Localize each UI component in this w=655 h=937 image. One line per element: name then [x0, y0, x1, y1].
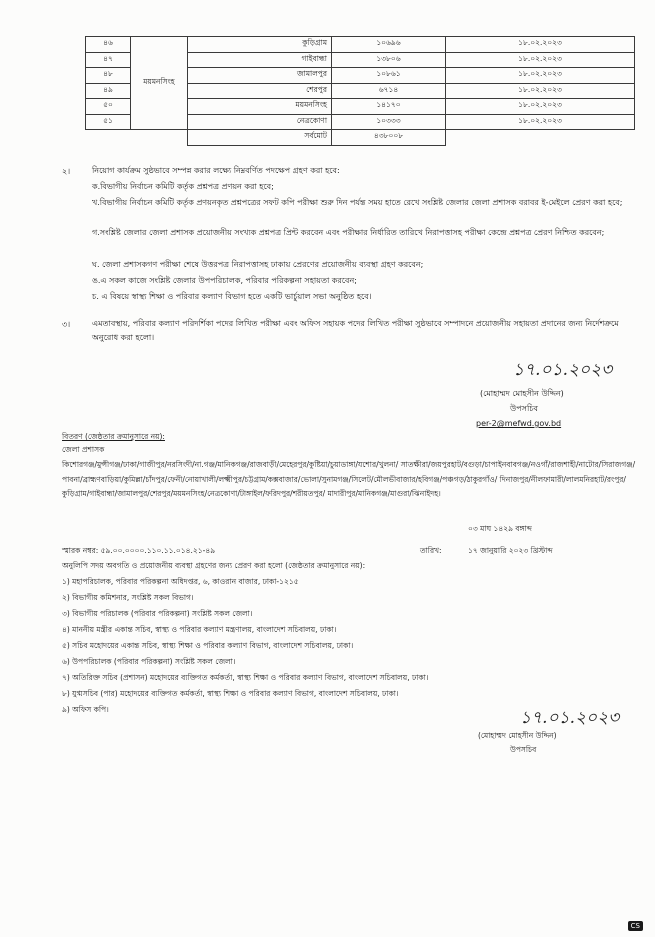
para3-text: এমতাবস্থায়, পরিবার কল্যাণ পরিদর্শিকা পদের লিখিত পরীক্ষা এবং অফিস সহায়ক পদের লিখিত পরীক্ষা সুষ্ঠভাবে সম্পাদনে প্রয়োজনীয় সহায়তা প্রদানের জন্য নির্দেশক্রমে অনুরোধ করা হলো। — [92, 319, 619, 342]
serial-cell: ৪৭ — [86, 52, 131, 68]
handwritten-signature: ১৭.০১.২০২৩ — [513, 360, 613, 380]
memo-date-english: ১৭ জানুয়ারি ২০২৩ খ্রিস্টাব্দ — [468, 546, 553, 555]
district-cell: শেরপুর — [188, 83, 332, 99]
distribution-subheading: জেলা প্রশাসক — [62, 445, 105, 454]
serial-cell: ৫১ — [86, 114, 131, 130]
district-cell: নেত্রকোণা — [188, 114, 332, 130]
handwritten-signature-2: ১৭.০১.২০২৩ — [520, 708, 620, 728]
copy-intro: অনুলিপি সদয় অবগতি ও প্রয়োজনীয় ব্যবস্থা গ্রহণের জন্য প্রেরণ করা হলো (জেষ্ঠতার ক্রমানুসারে নয়): — [62, 561, 366, 570]
para2-number: ২। — [62, 167, 71, 176]
count-cell: ৬৭১৪ — [332, 83, 446, 99]
copy-item: ৮) যুগ্মসচিব (পার) মহোদয়ের ব্যক্তিগত কর্মকর্তা, স্বাস্থ্য শিক্ষা ও পরিবার কল্যাণ বিভাগ, বাংলাদেশ সচিবালয়, ঢাকা। — [62, 689, 399, 698]
count-cell: ১০৩৩৩ — [332, 114, 446, 130]
para2-item-c: গ.সংশ্লিষ্ট জেলার জেলা প্রশাসক প্রয়োজনীয় সংখ্যক প্রশ্নপত্র প্রিন্ট করবেন এবং পরীক্ষার নির্ধারিত তারিখে নিরাপত্তাসহ পরীক্ষা কেন্দ্রে প্রশ্নপত্র প্রেরণ নিশ্চিত করবেন; — [92, 228, 605, 237]
serial-cell: ৫০ — [86, 99, 131, 115]
copy-item: ১) মহাপরিচালক, পরিবার পরিকল্পনা অধিদপ্তর, ৬, কাওরান বাজার, ঢাকা-১২১৫ — [62, 577, 299, 586]
para2-intro: নিয়োগ কার্যক্রম সুষ্ঠভাবে সম্পন্ন করার লক্ষ্যে নিম্নবর্ণিত পদক্ষেপ গ্রহণ করা হবে: — [92, 166, 340, 175]
signatory-title: উপসচিব — [510, 404, 539, 413]
signatory-email: per-2@mefwd.gov.bd — [476, 419, 562, 428]
memo-date-bangla: ০৩ মাঘ ১৪২৯ বঙ্গাব্দ — [468, 524, 532, 533]
para2-item-d: ঘ. জেলা প্রশাসকগণ পরীক্ষা শেষে উত্তরপত্র নিরাপত্তাসহ ঢাকায় প্রেরণের প্রয়োজনীয় ব্যবস্থা গ্রহণ করবেন; — [92, 260, 424, 269]
district-cell: জামালপুর — [188, 68, 332, 84]
district-cell: ময়মনসিংহ — [188, 99, 332, 115]
district-cell: কুড়িগ্রাম — [188, 37, 332, 53]
count-cell: ১০৮৬১ — [332, 68, 446, 84]
date-cell: ১৮.০২.২০২৩ — [446, 68, 635, 84]
copy-item: ৭) অতিরিক্ত সচিব (প্রশাসন) মহোদয়ের ব্যক্তিগত কর্মকর্তা, স্বাস্থ্য শিক্ষা ও পরিবার কল্যাণ বিভাগ, বাংলাদেশ সচিবালয়, ঢাকা। — [62, 673, 429, 682]
signatory-name: (মোহাম্মদ মোহসীন উদ্দিন) — [480, 389, 564, 398]
table-row — [86, 37, 635, 53]
serial-cell: ৪৯ — [86, 83, 131, 99]
date-cell: ১৮.০২.২০২৩ — [446, 52, 635, 68]
distribution-heading: বিতরণ (জেষ্ঠতার ক্রমানুসারে নয়): — [62, 432, 165, 441]
copy-item: ৯) অফিস কপি। — [62, 705, 109, 714]
copy-item: ৪) মাননীয় মন্ত্রীর একান্ত সচিব, স্বাস্থ্য ও পরিবার কল্যাণ মন্ত্রণালয়, বাংলাদেশ সচিবালয়, ঢাকা। — [62, 625, 337, 634]
date-cell: ১৮.০২.২০২৩ — [446, 114, 635, 130]
scanner-badge: CS — [628, 921, 643, 931]
serial-cell: ৪৮ — [86, 68, 131, 84]
copy-item: ৫) সচিব মহোদয়ের একান্ত সচিব, স্বাস্থ্য শিক্ষা ও পরিবার কল্যাণ বিভাগ, বাংলাদেশ সচিবালয়, ঢাকা। — [62, 641, 354, 650]
para3-number: ৩। — [62, 320, 71, 329]
date-cell: ১৮.০২.২০২৩ — [446, 83, 635, 99]
para2-item-a: ক.বিভাগীয় নির্বাচন কমিটি কর্তৃক প্রশ্নপত্র প্রণয়ন করা হবে; — [92, 182, 274, 191]
memo-number: স্মারক নম্বর: ৫৯.০০.০০০০.১১০.১১.০১৪.২১-৪৯ — [62, 546, 216, 555]
allocation-table — [85, 36, 635, 146]
distribution-districts: কিশোরগঞ্জ/মুন্সীগঞ্জ/ঢাকা/গাজীপুর/নরসিংদী/না.গঞ্জ/মানিকগঞ্জ/রাজবাড়ী/মেহেরপুর/কুষ্টিয়া/চুয়াডাঙ্গা/যশোর/খুলনা/ সাতক্ষীরা/জয়পুরহাট/বগুড়া/চাপাইনবাবগঞ্জ/নওগাঁ/রাজশাহী/নাটোর/সিরাজগঞ্জ/পাবনা/ব্রাহ্মণবাড়িয়া/কুমিল্লা/চাঁদপুর/ফেনী/নোয়াখালী/লক্ষ্মীপুর/চট্টগ্রাম/কক্সবাজার/ভোলা/সুনামগঞ্জ/সিলেট/মৌলভীবাজার/হবিগঞ্জ/পঞ্চগড়/ঠাকুরগাঁও/ দিনাজপুর/নীলফামারী/লালমনিরহাট/রংপুর/কুড়িগ্রাম/গাইবান্ধা/জামালপুর/শেরপুর/ময়মনসিংহ/নেত্রকোণা/টাঙ্গাইল/ফরিদপুর/শরীয়তপুর/ মাদারীপুর/মানিকগঞ্জ/মাগুরা/ঝিনাইদহ। — [62, 460, 636, 498]
para2-item-f: চ. এ বিষয়ে স্বাস্থ্য শিক্ষা ও পরিবার কল্যাণ বিভাগ হতে একটি ভার্চুয়াল সভা অনুষ্ঠিত হবে। — [92, 292, 372, 301]
signatory-name-2: (মোহাম্মদ মোহসীন উদ্দিন) — [478, 731, 557, 740]
memo-date-label: তারিখ: — [420, 546, 442, 555]
copy-item: ৩) বিভাগীয় পরিচালক (পরিবার পরিকল্পনা) সংশ্লিষ্ট সকল জেলা। — [62, 609, 253, 618]
count-cell: ১৪১৭০ — [332, 99, 446, 115]
count-cell: ১৩৮০৬ — [332, 52, 446, 68]
division-cell: ময়মনসিংহ — [131, 37, 188, 130]
district-cell: গাইবান্ধা — [188, 52, 332, 68]
copy-item: ৬) উপপরিচালক (পরিবার পরিকল্পনা) সংশ্লিষ্ট সকল জেলা। — [62, 657, 236, 666]
para2-item-e: ঙ.এ সকল কাজে সংশ্লিষ্ট জেলার উপপরিচালক, পরিবার পরিকল্পনা সহায়তা করবেন; — [92, 276, 357, 285]
copy-item: ২) বিভাগীয় কমিশনার, সংশ্লিষ্ট সকল বিভাগ। — [62, 593, 194, 602]
serial-cell: ৪৬ — [86, 37, 131, 53]
count-cell: ১০৬৯৬ — [332, 37, 446, 53]
signatory-title-2: উপসচিব — [510, 745, 537, 754]
total-row — [86, 130, 635, 146]
date-cell: ১৮.০২.২০২৩ — [446, 37, 635, 53]
total-value: ৪৩৮০০৮ — [332, 130, 446, 146]
para2-item-b: খ.বিভাগীয় নির্বাচন কমিটি কর্তৃক প্রণয়নকৃত প্রশ্নপত্রের সফট কপি পরীক্ষা শুরু দিন পর্যন্ত সময় হাতে রেখে সংশ্লিষ্ট জেলার জেলা প্রশাসক বরাবর ই-মেইলে প্রেরণ করা হবে; — [92, 198, 623, 207]
date-cell: ১৮.০২.২০২৩ — [446, 99, 635, 115]
total-label: সর্বমোট — [188, 130, 332, 146]
